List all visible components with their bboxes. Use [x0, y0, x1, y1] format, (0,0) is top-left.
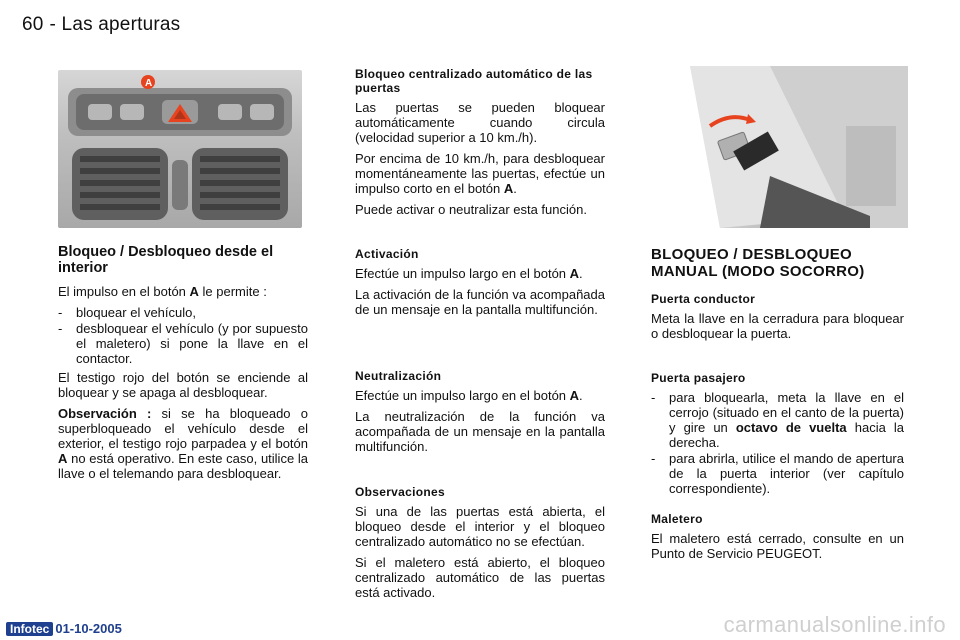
list-item: - desbloquear el vehículo (y por supuesto el maletero) si pone la llave en el contactor.	[58, 321, 308, 366]
auto-lock-p3: Puede activar o neutralizar esta función.	[355, 202, 587, 217]
neutralizacion-p1-end: .	[579, 388, 583, 403]
dashboard-console-image	[58, 70, 302, 228]
conductor-paragraph: Meta la llave en la cerradura para bloquear o desbloquear la puerta.	[651, 311, 904, 341]
list-item: - bloquear el vehículo,	[58, 305, 308, 320]
intro-paragraph	[58, 284, 308, 299]
left-column	[58, 244, 308, 487]
manual-lock-section	[651, 246, 904, 288]
neutralizacion-p1-text: Efectúe un impulso largo en el botón	[355, 388, 570, 403]
button-a-ref: A	[503, 181, 514, 196]
testigo-paragraph: El testigo rojo del botón se enciende al bloquear y se apaga al desbloquear.	[58, 370, 308, 400]
activacion-title: Activación	[355, 247, 419, 261]
maletero-title: Maletero	[651, 512, 703, 526]
conductor-title: Puerta conductor	[651, 292, 756, 306]
pasajero-item1-text: para bloquearla, meta la llave en el cerrojo (situado en el canto de la puerta) y gire un	[669, 390, 904, 435]
neutralizacion-p1	[355, 388, 605, 403]
auto-lock-p2-end: .	[513, 181, 517, 196]
pasajero-title: Puerta pasajero	[651, 371, 746, 385]
middle-column	[355, 67, 605, 223]
manual-lock-heading: BLOQUEO / DESBLOQUEO MANUAL (MODO SOCORRO)	[651, 246, 865, 280]
button-a-ref: A	[189, 284, 199, 299]
page-title: - Las aperturas	[49, 14, 181, 35]
svg-text:A: A	[145, 78, 153, 89]
button-a-ref: A	[569, 388, 580, 403]
auto-lock-heading: Bloqueo centralizado automático de las puertas	[355, 67, 593, 95]
activacion-p2: La activación de la función va acompañada de un mensaje en la pantalla multifunción.	[355, 287, 605, 317]
neutralizacion-p2: La neutralización de la función va acompañada de un mensaje en la pantalla multifunción.	[355, 409, 605, 454]
page-header	[22, 14, 180, 36]
list-item	[651, 390, 904, 450]
activacion-p1-text: Efectúe un impulso largo en el botón	[355, 266, 570, 281]
neutralizacion-section	[355, 369, 605, 460]
pasajero-item1-end: hacia la derecha.	[669, 420, 904, 450]
interior-lock-list	[58, 305, 308, 366]
auto-lock-p2	[355, 151, 605, 196]
observaciones-title: Observaciones	[355, 485, 445, 499]
auto-lock-p1: Las puertas se pueden bloquear automáticamente cuando circula (velocidad superior a 10 km./h).	[355, 100, 605, 145]
observacion-paragraph	[58, 406, 308, 481]
maletero-section	[651, 512, 904, 567]
door-lock-image	[650, 66, 908, 228]
conductor-section	[651, 292, 904, 347]
intro-text: El impulso en el botón	[58, 284, 190, 299]
observaciones-p2: Si el maletero está abierto, el bloqueo centralizado automático de las puertas está activado.	[355, 555, 605, 600]
pasajero-list	[651, 390, 904, 496]
activacion-p1	[355, 266, 605, 281]
intro-text-end: le permite :	[198, 284, 267, 299]
observacion-label: Observación :	[58, 406, 152, 421]
auto-lock-p2-text: Por encima de 10 km./h, para desbloquear momentáneamente las puertas, efectúe un impulso corto en el botón	[355, 151, 605, 196]
watermark: carmanualsonline.info	[723, 612, 946, 637]
button-a-ref: A	[569, 266, 580, 281]
button-a-ref: A	[58, 451, 68, 466]
infotec-logo: Infotec	[6, 622, 53, 636]
octavo-de-vuelta: octavo de vuelta	[735, 420, 847, 435]
observaciones-section	[355, 485, 605, 606]
activacion-p1-end: .	[579, 266, 583, 281]
page-number: 60	[22, 14, 44, 35]
activacion-section	[355, 247, 605, 323]
footer	[6, 620, 122, 634]
pasajero-section	[651, 371, 904, 500]
observacion-text-end: no está operativo. En este caso, utilice la llave o el telemando para desbloquear.	[58, 451, 308, 481]
maletero-paragraph: El maletero está cerrado, consulte en un Punto de Servicio PEUGEOT.	[651, 531, 904, 561]
observaciones-p1: Si una de las puertas está abierta, el bloqueo desde el interior y el bloqueo centralizado automático no se efectúan.	[355, 504, 605, 549]
list-item: - para abrirla, utilice el mando de apertura de la puerta interior (ver capítulo correspondiente).	[651, 451, 904, 496]
interior-lock-heading: Bloqueo / Desbloqueo desde el interior	[58, 244, 274, 276]
door-illustration	[650, 66, 908, 228]
neutralizacion-title: Neutralización	[355, 369, 442, 383]
console-illustration	[58, 70, 302, 228]
footer-date: 01-10-2005	[55, 621, 122, 636]
observacion-text: si se ha bloqueado o superbloqueado el vehículo desde el exterior, el testigo rojo parpadea y el botón	[58, 406, 308, 451]
